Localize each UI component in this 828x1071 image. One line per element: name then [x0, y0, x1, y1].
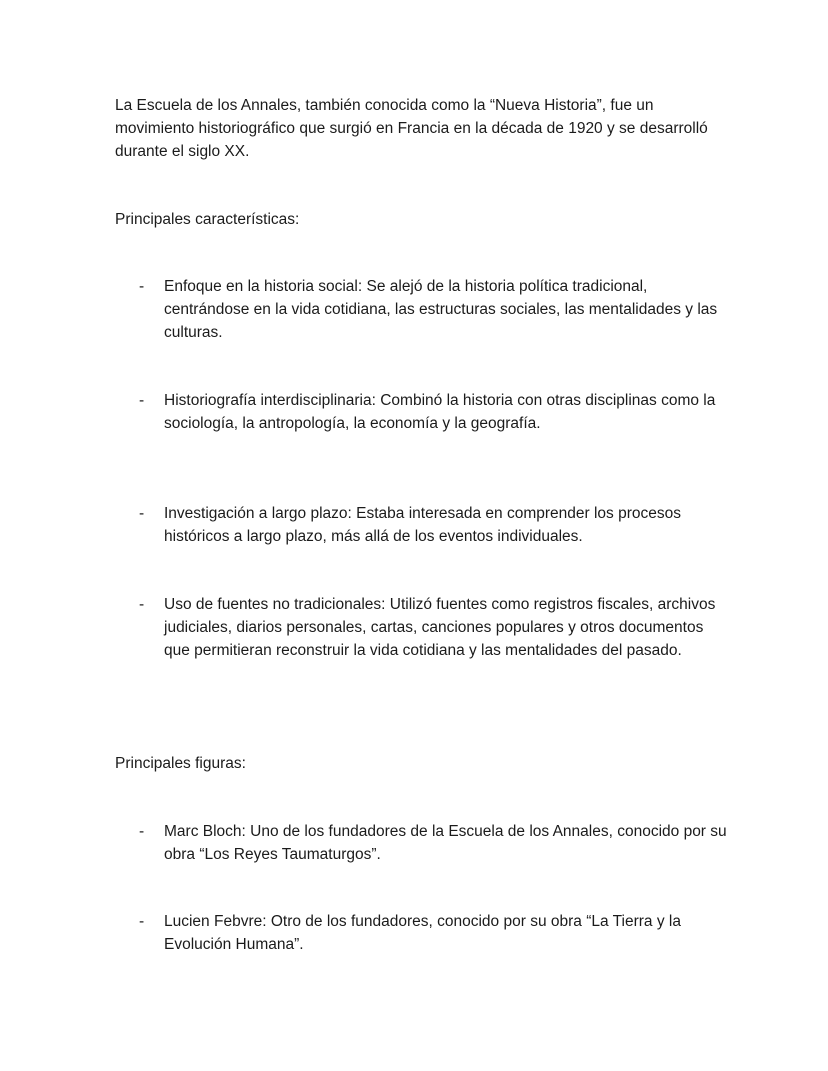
list-item-text: Historiografía interdisciplinaria: Combinó la historia con otras disciplinas como la sociología, la antropología, la economía y la geografía.: [164, 392, 716, 432]
list-item-text: Investigación a largo plazo: Estaba interesada en comprender los procesos históricos a largo plazo, más allá de los eventos individuales.: [164, 505, 681, 545]
bullet-dash: -: [139, 596, 145, 613]
figures-heading: Principales figuras:: [115, 755, 246, 772]
bullet-dash: -: [139, 823, 145, 840]
bullet-dash: -: [139, 505, 145, 522]
bullet-dash: -: [139, 392, 145, 409]
list-item-text: Enfoque en la historia social: Se alejó de la historia política tradicional, centrándose en la vida cotidiana, las estructuras sociales, las mentalidades y las culturas.: [164, 278, 718, 341]
characteristics-heading: Principales características:: [115, 211, 300, 228]
list-item-text: Marc Bloch: Uno de los fundadores de la Escuela de los Annales, conocido por su obra “Los Reyes Taumaturgos”.: [164, 823, 727, 863]
bullet-dash: -: [139, 913, 145, 930]
list-item-text: Uso de fuentes no tradicionales: Utilizó fuentes como registros fiscales, archivos judiciales, diarios personales, cartas, canciones populares y otros documentos que permitieran reconstruir la vida cotidiana y las mentalidades del pasado.: [164, 596, 716, 659]
bullet-dash: -: [139, 278, 145, 295]
intro-paragraph: La Escuela de los Annales, también conocida como la “Nueva Historia”, fue un movimiento historiográfico que surgió en Francia en la década de 1920 y se desarrolló durante el siglo XX.: [115, 97, 708, 160]
list-item-text: Lucien Febvre: Otro de los fundadores, conocido por su obra “La Tierra y la Evolución Humana”.: [164, 913, 681, 953]
